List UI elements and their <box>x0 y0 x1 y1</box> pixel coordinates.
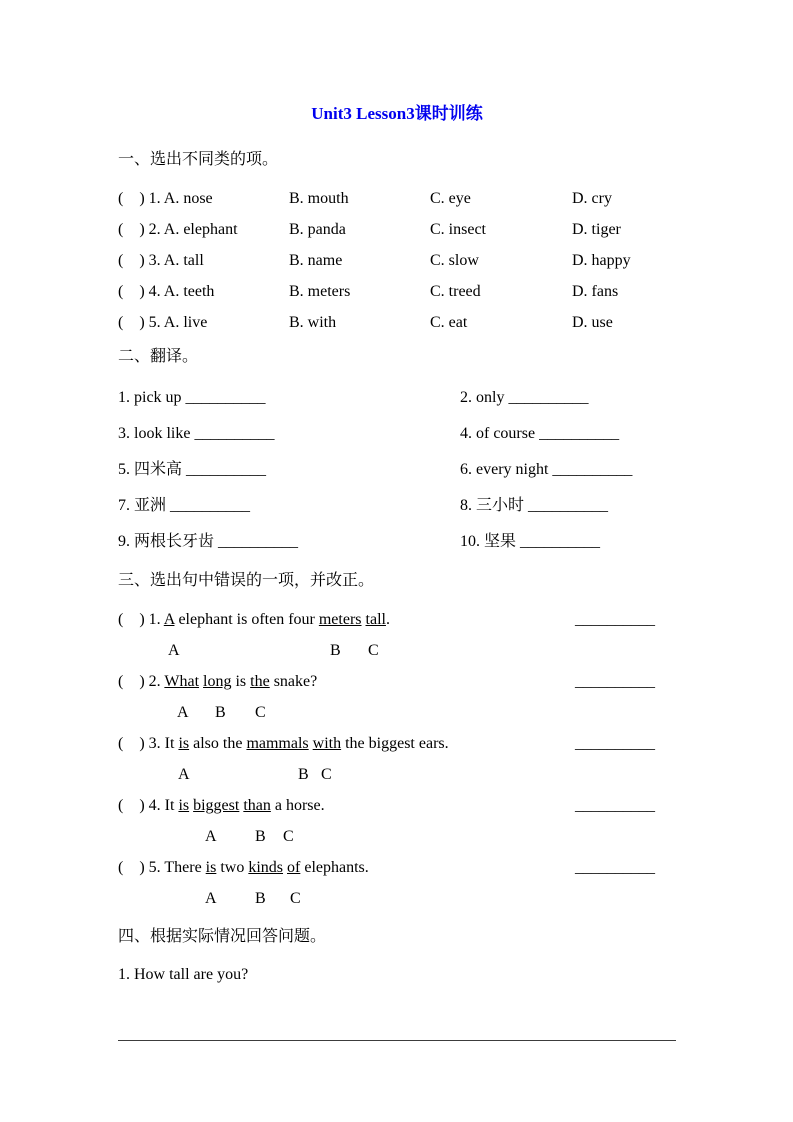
option-letter-b: B <box>330 642 341 659</box>
choice-cell-a: ( ) 1. A. nose <box>118 190 213 207</box>
choice-cell-c: C. treed <box>430 283 481 300</box>
answer-blank: __________ <box>575 859 655 876</box>
section-2-heading: 二、翻译。 <box>118 348 199 365</box>
option-letter-c: C <box>290 890 301 907</box>
translation-row <box>118 524 676 560</box>
underlined-word: What <box>164 673 200 690</box>
underlined-word: biggest <box>193 797 240 814</box>
page-title: Unit3 Lesson3课时训练 <box>311 104 483 123</box>
translation-table <box>118 380 676 560</box>
underlined-word: mammals <box>246 735 309 752</box>
sentence-part: two <box>216 859 249 876</box>
translation-item: 8. 三小时 __________ <box>460 497 609 514</box>
choice-cell-c: C. eye <box>430 190 471 207</box>
sentence <box>118 790 676 821</box>
choice-cell-d: D. fans <box>572 283 619 300</box>
choice-cell-c: C. insect <box>430 221 486 238</box>
translation-row <box>118 416 676 452</box>
sentence-part: ( ) 2. <box>118 673 165 690</box>
sentence-part: ( ) 5. There <box>118 859 206 876</box>
choice-cell-b: B. with <box>289 314 337 331</box>
translation-item: 6. every night __________ <box>460 461 633 478</box>
choice-cell-b: B. mouth <box>289 190 349 207</box>
translation-item: 1. pick up __________ <box>118 389 266 406</box>
sentence <box>118 604 676 635</box>
choice-cell-d: D. use <box>572 314 613 331</box>
choice-cell-a: ( ) 5. A. live <box>118 314 208 331</box>
translation-item: 3. look like __________ <box>118 425 275 442</box>
sentence-part: ( ) 4. It <box>118 797 179 814</box>
error-correction-item <box>118 604 676 666</box>
option-letters <box>118 821 676 852</box>
option-letters <box>118 635 676 666</box>
sentence <box>118 728 676 759</box>
underlined-word: with <box>312 735 342 752</box>
choice-cell-d: D. tiger <box>572 221 621 238</box>
translation-item: 4. of course __________ <box>460 425 620 442</box>
translation-item: 7. 亚洲 __________ <box>118 497 251 514</box>
underlined-word: meters <box>318 611 362 628</box>
sentence-part: snake? <box>269 673 318 690</box>
translation-row <box>118 452 676 488</box>
section-4-heading: 四、根据实际情况回答问题。 <box>118 928 327 945</box>
question-text: 1. How tall are you? <box>118 966 249 983</box>
option-letter-a: A <box>205 890 217 907</box>
sentence-part: is <box>231 673 251 690</box>
sentence-part: the biggest ears. <box>341 735 449 752</box>
choice-cell-a: ( ) 2. A. elephant <box>118 221 238 238</box>
sentence <box>118 666 676 697</box>
underlined-word: is <box>178 735 190 752</box>
answer-line <box>118 1040 676 1041</box>
option-letters <box>118 759 676 790</box>
error-correction-list <box>118 604 676 914</box>
choice-cell-a: ( ) 3. A. tall <box>118 252 204 269</box>
error-correction-item <box>118 790 676 852</box>
answer-blank: __________ <box>575 735 655 752</box>
underlined-word: kinds <box>248 859 284 876</box>
sentence-part: a horse. <box>270 797 325 814</box>
option-letter-b: B <box>255 828 266 845</box>
translation-row <box>118 488 676 524</box>
option-letter-c: C <box>368 642 379 659</box>
choice-cell-c: C. eat <box>430 314 468 331</box>
translation-item: 10. 坚果 __________ <box>460 533 601 550</box>
translation-item: 5. 四米高 __________ <box>118 461 267 478</box>
sentence-part: also the <box>189 735 247 752</box>
underlined-word: A <box>163 611 175 628</box>
section-3-heading: 三、选出句中错误的一项，并改正。 <box>118 572 375 589</box>
underlined-word: the <box>250 673 270 690</box>
underlined-word: of <box>287 859 301 876</box>
option-letter-a: A <box>178 766 190 783</box>
error-correction-item <box>118 728 676 790</box>
answer-blank: __________ <box>575 797 655 814</box>
translation-item: 2. only __________ <box>460 389 589 406</box>
option-letter-b: B <box>215 704 226 721</box>
underlined-word: than <box>243 797 271 814</box>
option-letter-a: A <box>205 828 217 845</box>
section-1-heading: 一、选出不同类的项。 <box>118 151 279 168</box>
option-letter-a: A <box>168 642 180 659</box>
choice-cell-b: B. meters <box>289 283 351 300</box>
sentence-part: ( ) 3. It <box>118 735 179 752</box>
choice-cell-c: C. slow <box>430 252 479 269</box>
sentence-part: elephants. <box>300 859 369 876</box>
choice-cell-a: ( ) 4. A. teeth <box>118 283 215 300</box>
translation-row <box>118 380 676 416</box>
underlined-word: tall <box>365 611 386 628</box>
choice-row <box>118 214 676 245</box>
sentence-part: ( ) 1. <box>118 611 164 628</box>
choice-row <box>118 307 676 338</box>
option-letter-a: A <box>177 704 189 721</box>
choice-row <box>118 276 676 307</box>
error-correction-item <box>118 666 676 728</box>
error-correction-item <box>118 852 676 914</box>
choice-cell-d: D. cry <box>572 190 612 207</box>
option-letter-c: C <box>255 704 266 721</box>
choice-cell-d: D. happy <box>572 252 631 269</box>
choice-cell-b: B. panda <box>289 221 346 238</box>
multiple-choice-table <box>118 183 676 338</box>
option-letter-b: B <box>298 766 309 783</box>
option-letters <box>118 697 676 728</box>
option-letter-b: B <box>255 890 266 907</box>
answer-blank: __________ <box>575 673 655 690</box>
sentence-part: . <box>385 611 390 628</box>
answer-blank: __________ <box>575 611 655 628</box>
option-letters <box>118 883 676 914</box>
sentence-part: elephant is often four <box>174 611 319 628</box>
translation-item: 9. 两根长牙齿 __________ <box>118 533 299 550</box>
underlined-word: is <box>178 797 190 814</box>
choice-row <box>118 245 676 276</box>
underlined-word: is <box>205 859 217 876</box>
choice-row <box>118 183 676 214</box>
underlined-word: long <box>203 673 232 690</box>
choice-cell-b: B. name <box>289 252 343 269</box>
option-letter-c: C <box>321 766 332 783</box>
option-letter-c: C <box>283 828 294 845</box>
sentence <box>118 852 676 883</box>
